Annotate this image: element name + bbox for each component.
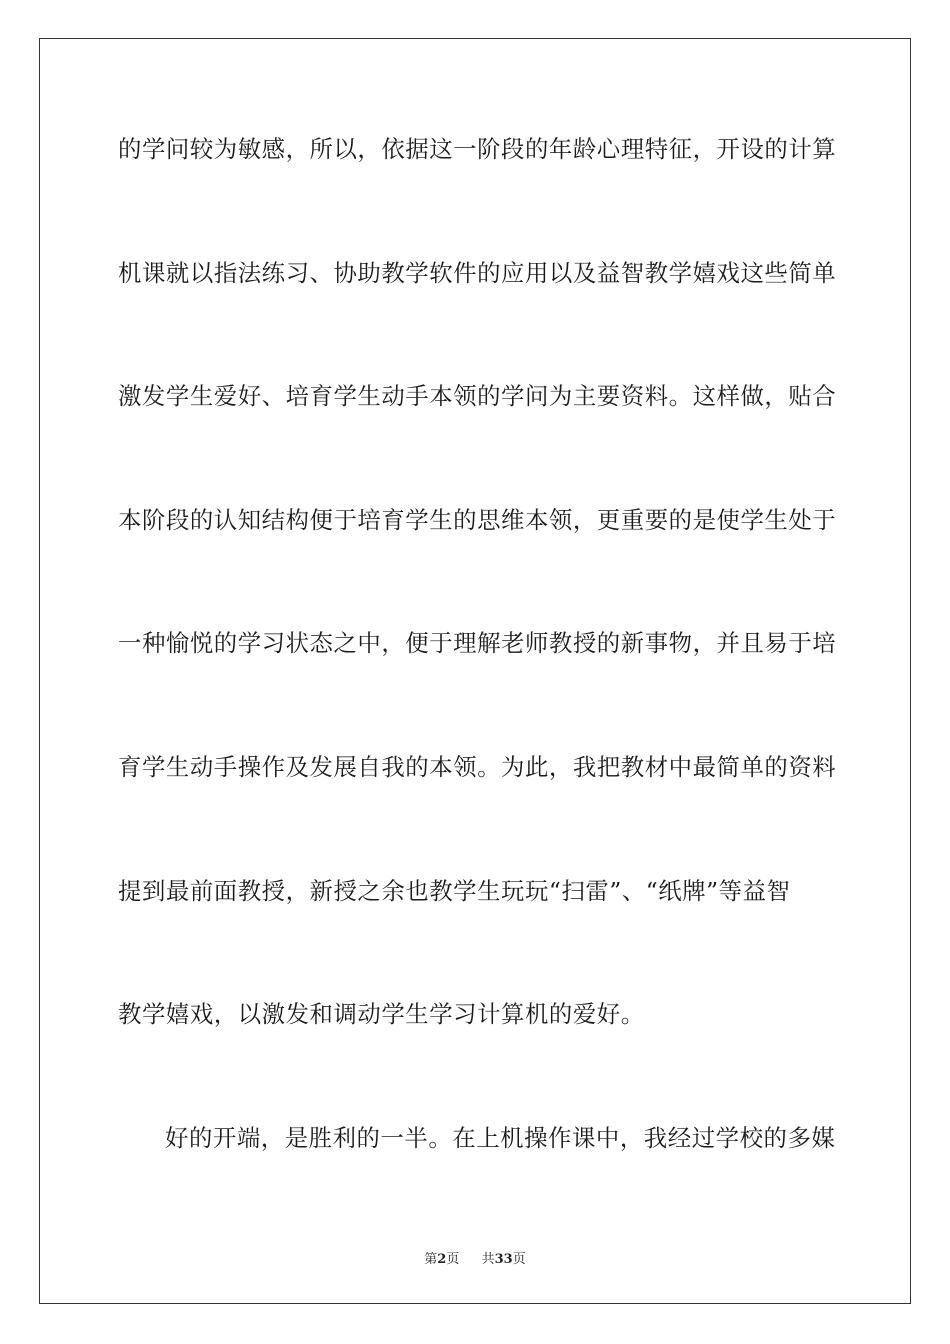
paragraph-line: 提到最前面教授，新授之余也教学生玩玩“扫雷”、“纸牌”等益智 [118, 876, 791, 905]
paragraph-line: 育学生动手操作及发展自我的本领。为此，我把教材中最简单的资料 [118, 752, 837, 781]
paragraph-first-line: 好的开端，是胜利的一半。在上机操作课中，我经过学校的多媒 [165, 1123, 836, 1152]
total-pages-suffix: 页 [512, 1252, 526, 1267]
paragraph-line: 本阶段的认知结构便于培育学生的思维本领，更重要的是使学生处于 [118, 505, 837, 534]
page-number-prefix: 第 [424, 1252, 438, 1267]
paragraph-line: 激发学生爱好、培育学生动手本领的学问为主要资料。这样做，贴合 [118, 382, 837, 411]
total-pages-prefix: 共 [481, 1252, 495, 1267]
paragraph-line: 的学问较为敏感，所以，依据这一阶段的年龄心理特征，开设的计算 [118, 135, 837, 163]
paragraph-line: 教学嬉戏，以激发和调动学生学习计算机的爱好。 [118, 1000, 645, 1029]
page-number-suffix: 页 [446, 1252, 460, 1267]
document-body [118, 124, 837, 1236]
page-number: 2 [437, 1252, 447, 1267]
paragraph-line: 一种愉悦的学习状态之中，便于理解老师教授的新事物，并且易于培 [118, 629, 837, 658]
total-pages: 33 [494, 1252, 513, 1267]
paragraph-line: 机课就以指法练习、协助教学软件的应用以及益智教学嬉戏这些简单 [118, 258, 837, 287]
page-footer [0, 1248, 950, 1267]
